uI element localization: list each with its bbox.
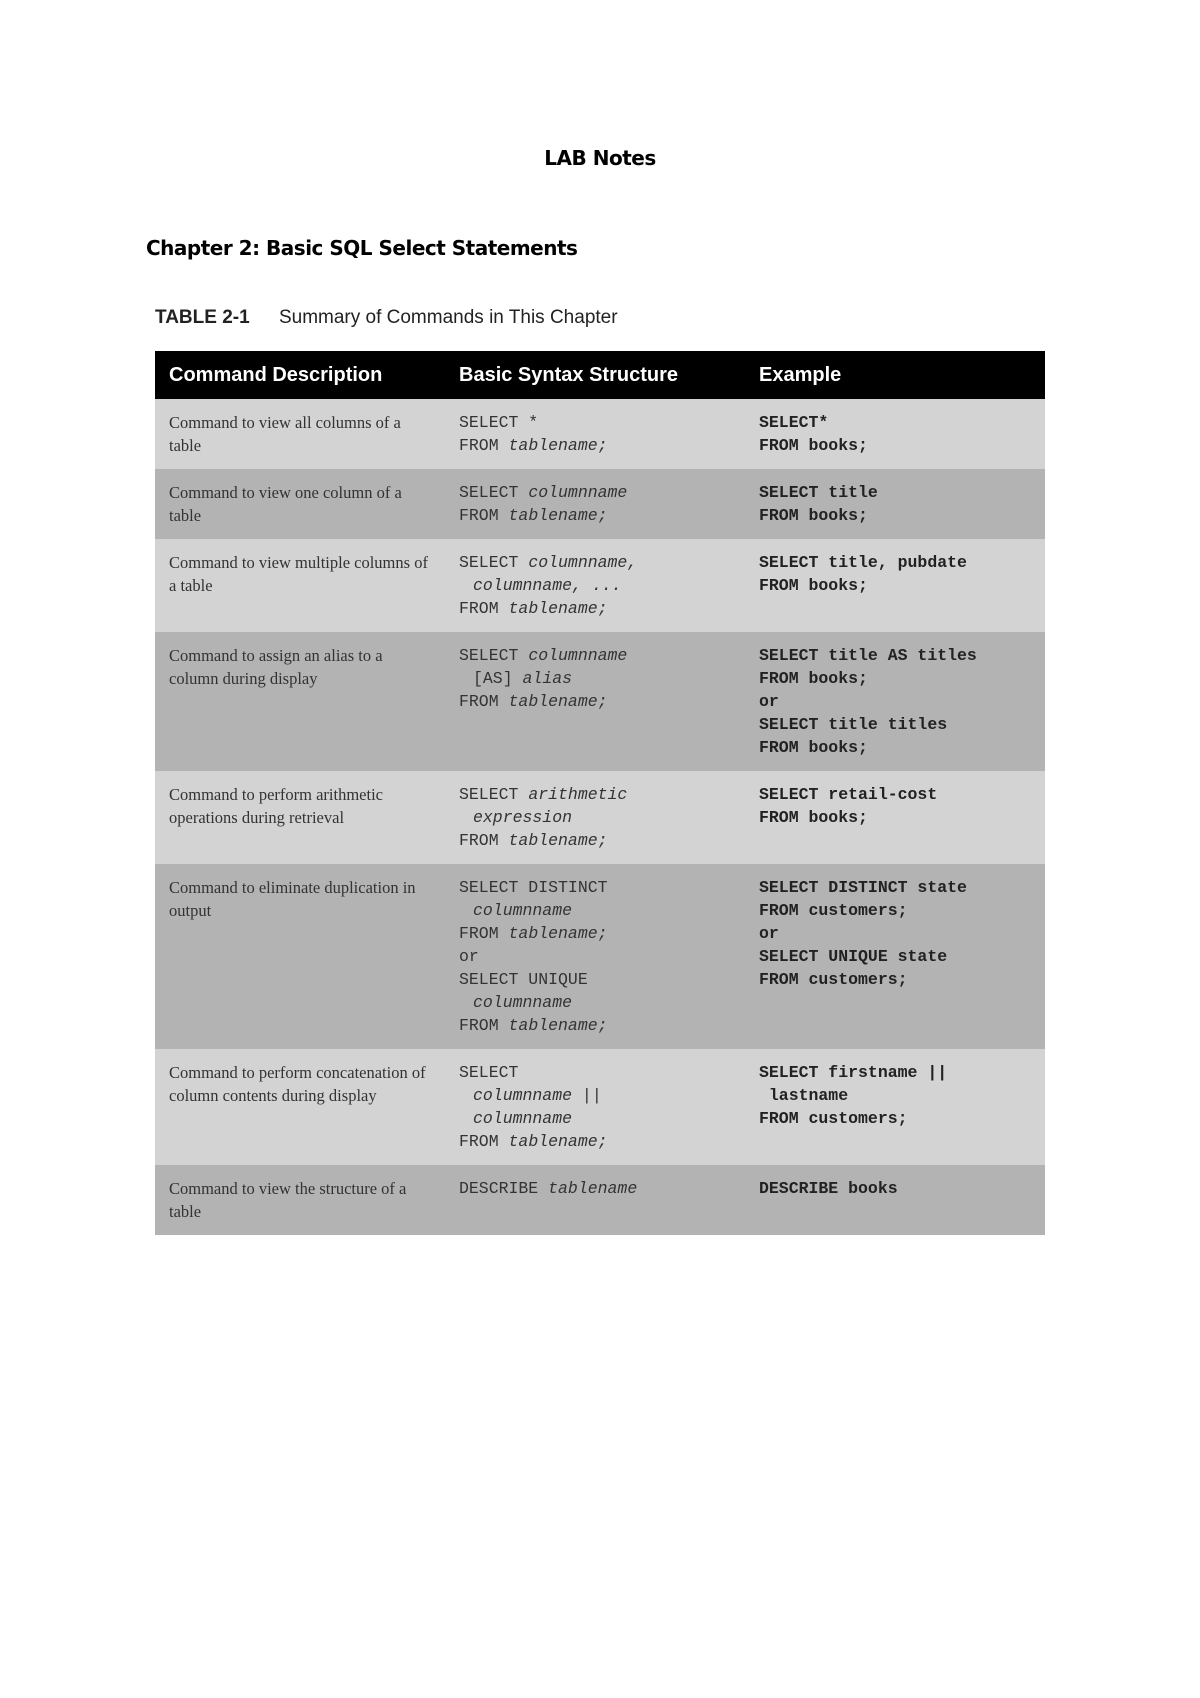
table-row <box>155 864 1045 1049</box>
syntax-keyword: SELECT <box>459 785 529 804</box>
syntax-placeholder: tablename <box>548 1179 638 1198</box>
syntax-placeholder: expression <box>473 808 573 827</box>
table-row <box>155 632 1045 771</box>
table-caption-text: Summary of Commands in This Chapter <box>278 307 618 328</box>
example-line: SELECT title titles <box>759 715 948 734</box>
syntax-structure <box>445 632 745 771</box>
example-code <box>745 539 1045 632</box>
syntax-keyword: FROM <box>459 506 509 525</box>
example-line: SELECT retail-cost <box>759 785 938 804</box>
command-description: Command to view multiple columns of a table <box>155 539 445 632</box>
syntax-line <box>459 806 735 829</box>
syntax-keyword: SELECT * <box>459 413 539 432</box>
example-line: FROM books; <box>759 738 868 757</box>
syntax-keyword: DESCRIBE <box>459 1179 549 1198</box>
example-line: SELECT title <box>759 483 878 502</box>
syntax-line <box>459 945 735 968</box>
syntax-placeholder: columnname, ... <box>473 576 622 595</box>
example-code <box>745 864 1045 1049</box>
table-row <box>155 469 1045 539</box>
example-line: FROM books; <box>759 576 868 595</box>
example-code <box>745 1165 1045 1235</box>
syntax-line <box>459 644 735 667</box>
syntax-line <box>459 597 735 620</box>
syntax-keyword: SELECT DISTINCT <box>459 878 608 897</box>
example-code <box>745 632 1045 771</box>
page-title: LAB Notes <box>544 146 656 170</box>
syntax-line <box>459 1061 735 1084</box>
syntax-keyword: SELECT <box>459 1063 519 1082</box>
table-caption-label: TABLE 2-1 <box>155 307 250 328</box>
example-line: FROM books; <box>759 506 868 525</box>
example-line: FROM books; <box>759 436 868 455</box>
syntax-line <box>459 481 735 504</box>
syntax-line <box>459 829 735 852</box>
syntax-placeholder: tablename; <box>508 436 608 455</box>
table-row <box>155 539 1045 632</box>
table-row <box>155 1165 1045 1235</box>
commands-table <box>155 351 1045 1235</box>
syntax-structure <box>445 469 745 539</box>
syntax-line <box>459 1014 735 1037</box>
syntax-line <box>459 504 735 527</box>
example-line: SELECT firstname || <box>759 1063 948 1082</box>
syntax-placeholder: tablename; <box>508 599 608 618</box>
table-caption <box>155 307 618 329</box>
syntax-line <box>459 551 735 574</box>
syntax-structure <box>445 1049 745 1165</box>
example-line: SELECT title AS titles <box>759 646 977 665</box>
syntax-keyword: FROM <box>459 599 509 618</box>
syntax-keyword: SELECT <box>459 483 529 502</box>
example-line: or <box>759 924 779 943</box>
syntax-placeholder: columnname, <box>528 553 638 572</box>
syntax-placeholder: tablename; <box>508 1016 608 1035</box>
syntax-placeholder: columnname <box>473 1109 573 1128</box>
syntax-line <box>459 411 735 434</box>
example-line: SELECT UNIQUE state <box>759 947 948 966</box>
example-line: SELECT DISTINCT state <box>759 878 967 897</box>
example-line: FROM customers; <box>759 901 908 920</box>
table-header-row <box>155 351 1045 399</box>
syntax-keyword: [AS] <box>473 669 523 688</box>
column-header-syntax: Basic Syntax Structure <box>445 351 745 399</box>
syntax-placeholder: tablename; <box>508 831 608 850</box>
syntax-placeholder: arithmetic <box>528 785 628 804</box>
example-line: DESCRIBE books <box>759 1179 898 1198</box>
example-line: FROM books; <box>759 808 868 827</box>
syntax-structure <box>445 864 745 1049</box>
syntax-line <box>459 574 735 597</box>
syntax-line <box>459 876 735 899</box>
syntax-keyword: SELECT <box>459 553 529 572</box>
command-description: Command to view all columns of a table <box>155 399 445 469</box>
syntax-placeholder: tablename; <box>508 692 608 711</box>
syntax-line <box>459 1084 735 1107</box>
example-line: or <box>759 692 779 711</box>
syntax-line <box>459 991 735 1014</box>
syntax-placeholder: alias <box>522 669 573 688</box>
column-header-example: Example <box>745 351 1045 399</box>
syntax-keyword: or <box>459 947 479 966</box>
syntax-line <box>459 968 735 991</box>
syntax-keyword: SELECT <box>459 646 529 665</box>
syntax-placeholder: tablename; <box>508 506 608 525</box>
syntax-line <box>459 783 735 806</box>
command-description: Command to view one column of a table <box>155 469 445 539</box>
syntax-line <box>459 690 735 713</box>
syntax-placeholder: columnname <box>473 901 573 920</box>
syntax-placeholder: columnname <box>528 483 628 502</box>
syntax-line <box>459 1107 735 1130</box>
syntax-keyword: FROM <box>459 1132 509 1151</box>
syntax-placeholder: tablename; <box>508 1132 608 1151</box>
syntax-keyword: FROM <box>459 436 509 455</box>
syntax-structure <box>445 1165 745 1235</box>
syntax-line <box>459 434 735 457</box>
syntax-line <box>459 1130 735 1153</box>
syntax-keyword: FROM <box>459 831 509 850</box>
syntax-line <box>459 1177 735 1200</box>
example-line: FROM customers; <box>759 1109 908 1128</box>
example-code <box>745 771 1045 864</box>
syntax-line <box>459 922 735 945</box>
column-header-description: Command Description <box>155 351 445 399</box>
command-description: Command to view the structure of a table <box>155 1165 445 1235</box>
syntax-placeholder: columnname || <box>473 1086 602 1105</box>
chapter-title: Chapter 2: Basic SQL Select Statements <box>146 236 578 260</box>
example-line: FROM customers; <box>759 970 908 989</box>
command-description: Command to perform concatenation of column contents during display <box>155 1049 445 1165</box>
example-code <box>745 399 1045 469</box>
syntax-placeholder: columnname <box>528 646 628 665</box>
syntax-line <box>459 899 735 922</box>
table-row <box>155 771 1045 864</box>
command-description: Command to assign an alias to a column during display <box>155 632 445 771</box>
table-body <box>155 399 1045 1235</box>
command-description: Command to perform arithmetic operations during retrieval <box>155 771 445 864</box>
table-row <box>155 399 1045 469</box>
syntax-placeholder: tablename; <box>508 924 608 943</box>
example-code <box>745 1049 1045 1165</box>
example-line: FROM books; <box>759 669 868 688</box>
syntax-keyword: SELECT UNIQUE <box>459 970 588 989</box>
table-row <box>155 1049 1045 1165</box>
command-description: Command to eliminate duplication in output <box>155 864 445 1049</box>
example-line: SELECT title, pubdate <box>759 553 967 572</box>
syntax-line <box>459 667 735 690</box>
syntax-keyword: FROM <box>459 924 509 943</box>
syntax-structure <box>445 399 745 469</box>
syntax-structure <box>445 539 745 632</box>
syntax-keyword: FROM <box>459 692 509 711</box>
example-code <box>745 469 1045 539</box>
syntax-structure <box>445 771 745 864</box>
syntax-placeholder: columnname <box>473 993 573 1012</box>
syntax-keyword: FROM <box>459 1016 509 1035</box>
example-line: SELECT* <box>759 413 829 432</box>
example-line: lastname <box>759 1086 849 1105</box>
